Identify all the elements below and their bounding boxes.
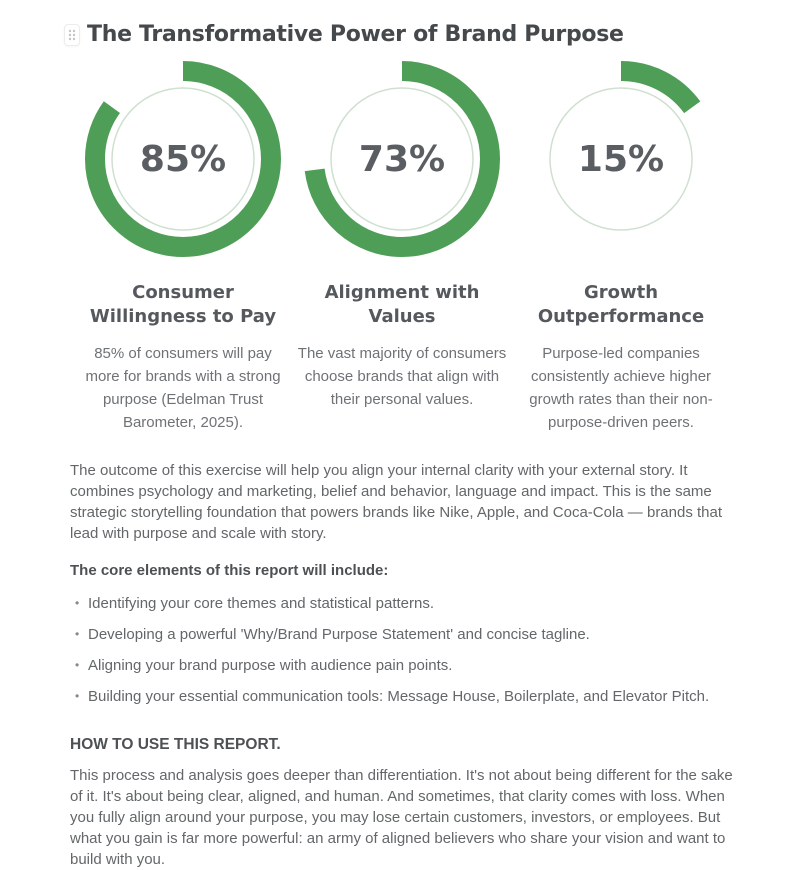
bullet-icon: • (75, 596, 80, 610)
stat-heading-line1: Alignment with (324, 282, 480, 303)
donut-chart-alignment (304, 61, 500, 257)
stat-heading (295, 281, 510, 329)
core-elements-list (70, 593, 734, 707)
outcome-paragraph: The outcome of this exercise will help you align your internal clarity with your external story. It combines psychology and marketing, belief and behavior, language and impact. This is the same strategic storytelling foundation that powers brands like Nike, Apple, and Coca-Cola — brands that lead with purpose and scale with story. (70, 462, 723, 542)
bullet-icon: • (75, 658, 80, 672)
list-item (70, 593, 734, 614)
bullet-text: Aligning your brand purpose with audience pain points. (88, 657, 453, 674)
stat-card-alignment (295, 61, 510, 434)
stat-heading-line2: Willingness to Pay (89, 306, 277, 327)
donut-chart-willingness (85, 61, 281, 257)
stat-heading (514, 281, 729, 329)
donut-chart-growth (523, 61, 719, 257)
drag-handle-icon[interactable] (64, 24, 80, 46)
stat-heading-line2: Values (368, 306, 436, 327)
list-item (70, 655, 734, 676)
stat-card-willingness (76, 61, 291, 434)
stat-heading (76, 281, 291, 329)
core-elements-heading: The core elements of this report will include: (70, 562, 389, 579)
bullet-text: Building your essential communication tools: Message House, Boilerplate, and Elevator Pitch. (88, 688, 710, 705)
stat-description: The vast majority of consumers choose brands that align with their personal values. (297, 345, 507, 408)
title-block (64, 22, 734, 47)
stat-heading-line1: Growth (583, 282, 659, 303)
bullet-text: Developing a powerful 'Why/Brand Purpose Statement' and concise tagline. (88, 626, 590, 643)
list-item (70, 686, 734, 707)
donut-percent-label: 85% (139, 138, 227, 180)
donut-percent-label: 15% (577, 138, 665, 180)
how-to-use-paragraph: This process and analysis goes deeper than differentiation. It's not about being different for the sake of it. It's about being clear, aligned, and human. And sometimes, that clarity comes with loss. When you fully align around your purpose, you may lose certain customers, investors, or employees. But what you gain is far more powerful: an army of aligned believers who share your vision and want to build with you. (70, 767, 733, 868)
stat-heading-line2: Outperformance (537, 306, 705, 327)
stat-card-growth (514, 61, 729, 434)
stat-heading-line1: Consumer (132, 282, 234, 303)
stat-description: 85% of consumers will pay more for brands with a strong purpose (Edelman Trust Barometer, 2025). (85, 345, 281, 431)
stats-row (70, 61, 734, 434)
list-item (70, 624, 734, 645)
bullet-icon: • (75, 689, 80, 703)
page-title: The Transformative Power of Brand Purpose (87, 22, 624, 47)
bullet-text: Identifying your core themes and statistical patterns. (88, 595, 435, 612)
how-to-use-heading: HOW TO USE THIS REPORT. (70, 736, 281, 753)
donut-percent-label: 73% (358, 138, 446, 180)
stat-description: Purpose-led companies consistently achieve higher growth rates than their non-purpose-driven peers. (529, 345, 713, 431)
drag-dots-glyph (67, 28, 77, 42)
bullet-icon: • (75, 627, 80, 641)
